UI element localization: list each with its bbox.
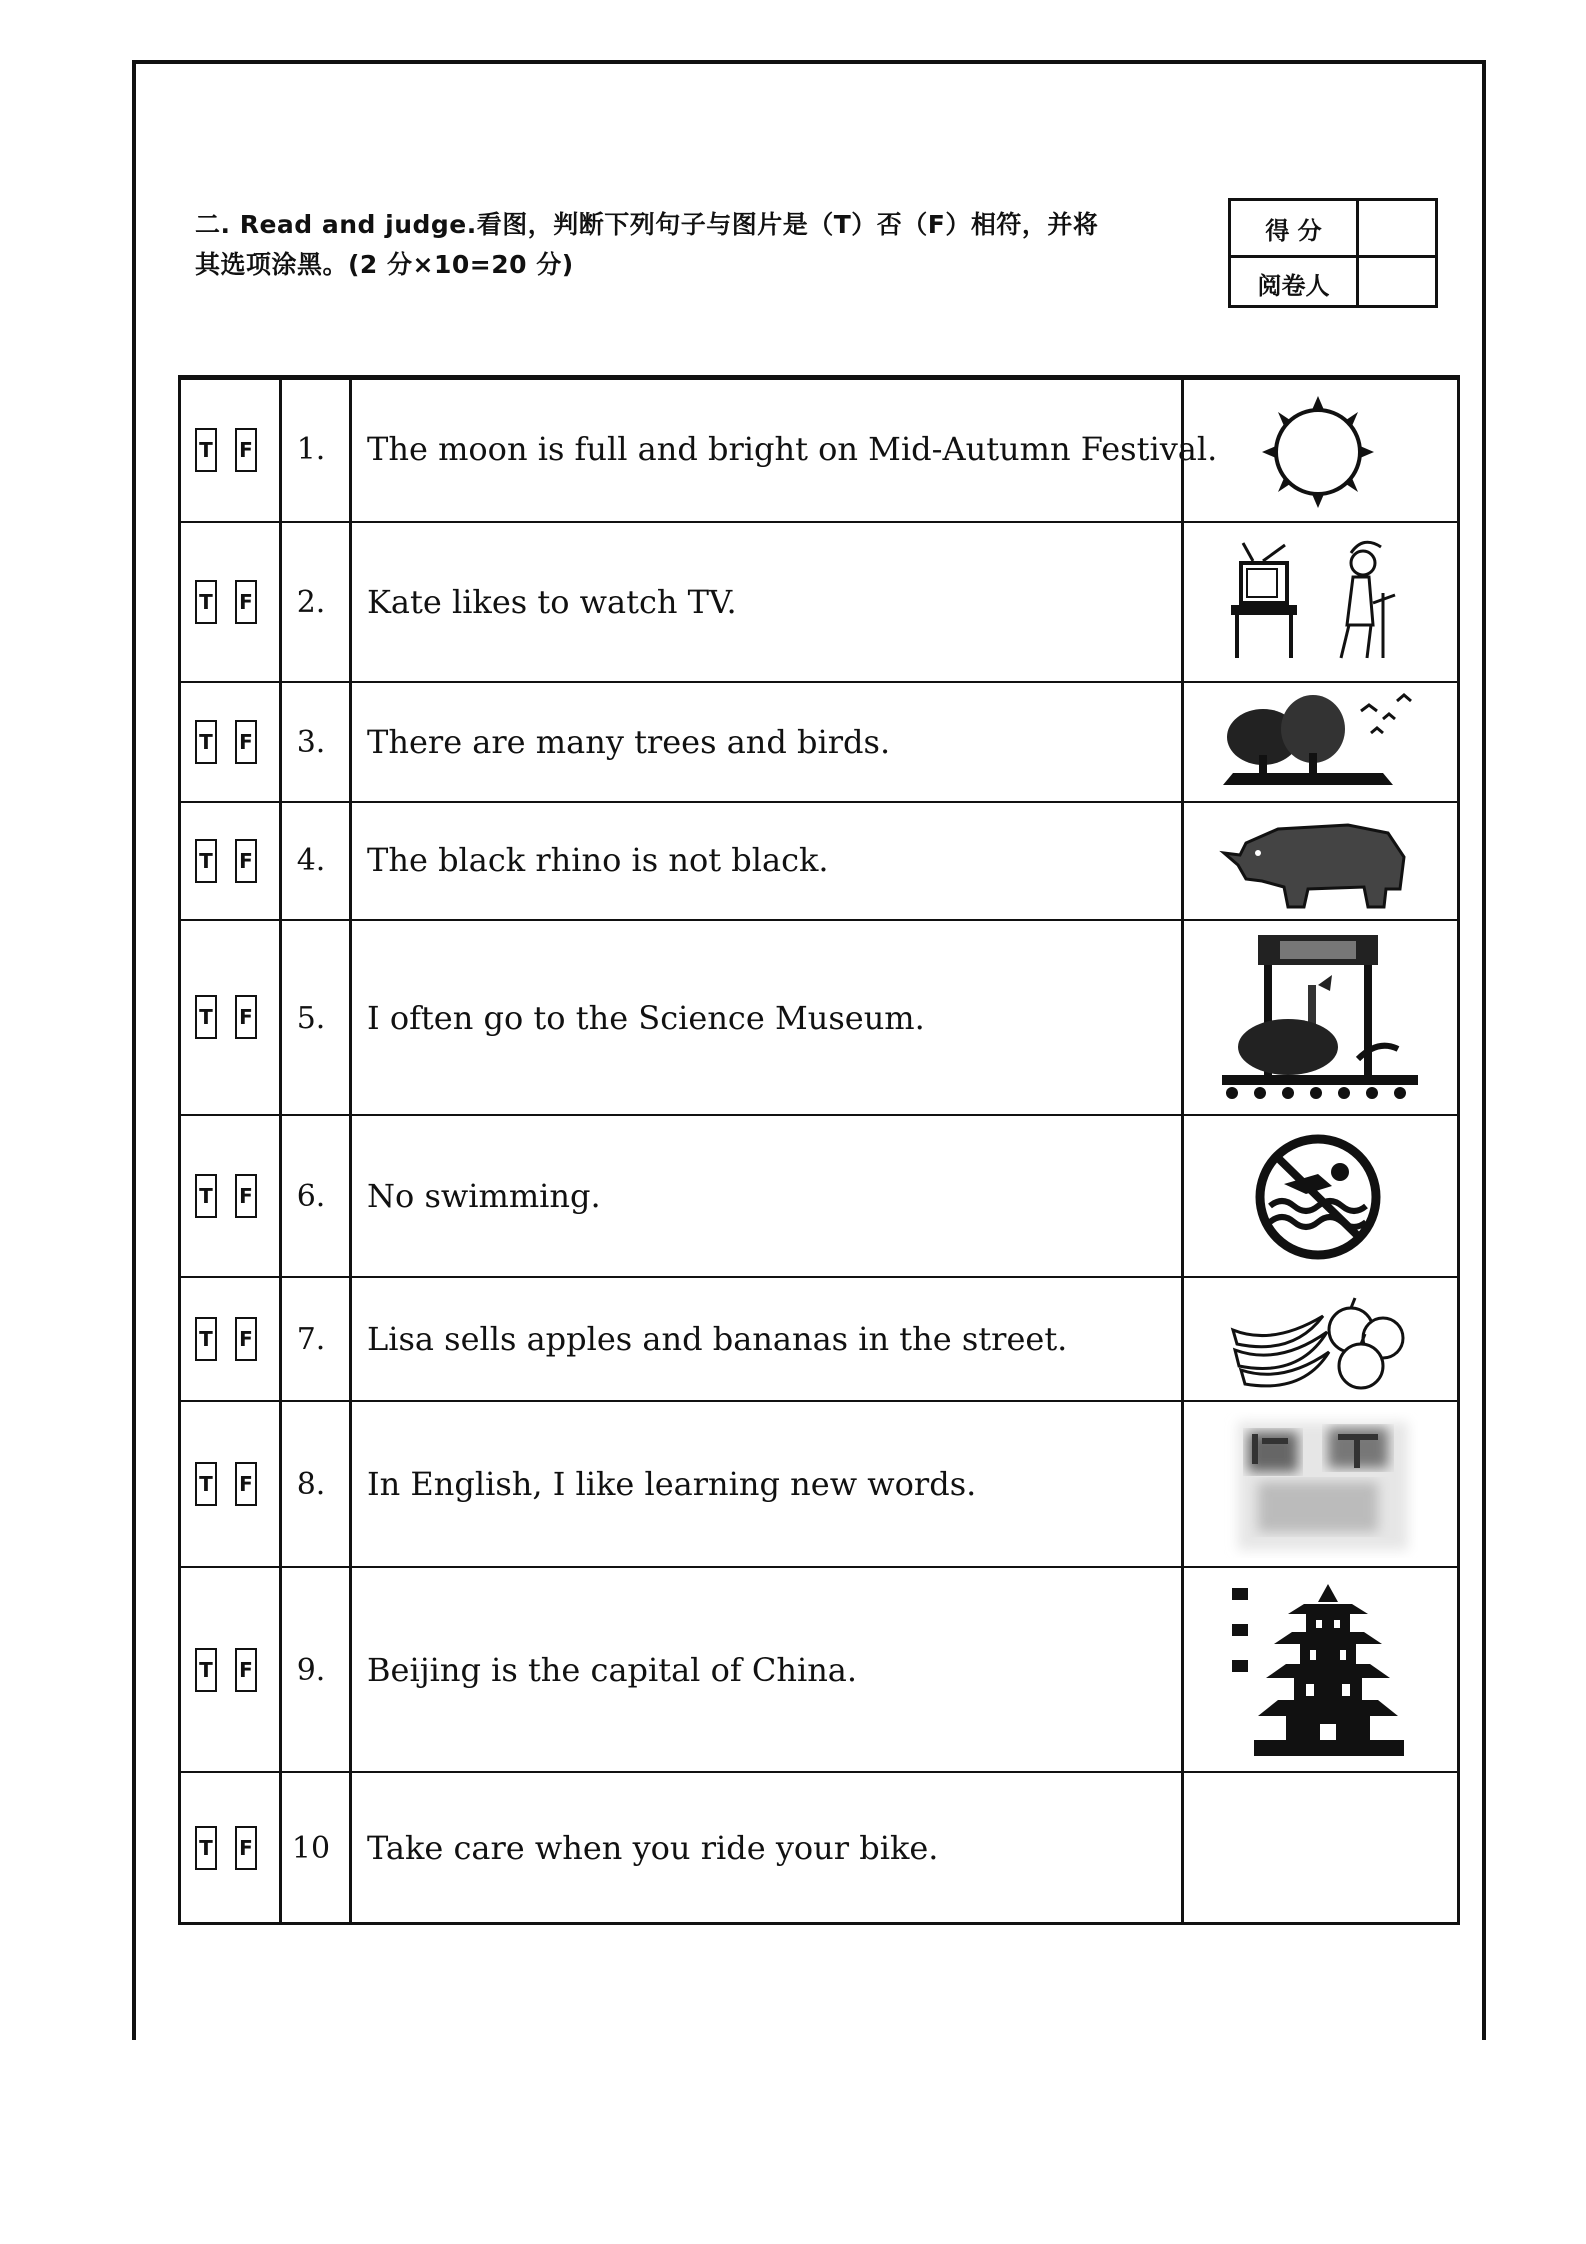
fruit-icon <box>1183 1286 1453 1396</box>
option-true-box[interactable]: T <box>195 720 217 764</box>
question-row <box>181 378 1457 521</box>
question-row <box>181 1400 1457 1566</box>
no-swimming-sign-icon <box>1183 1128 1453 1266</box>
option-true-box[interactable]: T <box>195 1174 217 1218</box>
instruction-line-1: 二. Read and judge.看图，判断下列句子与图片是（T）否（F）相符，并将 <box>195 210 1099 239</box>
option-false-box[interactable]: F <box>235 1462 257 1506</box>
question-number: 10 <box>291 1831 331 1866</box>
grader-value-field[interactable] <box>1356 255 1438 308</box>
option-true-box[interactable]: T <box>195 428 217 472</box>
question-row <box>181 1276 1457 1400</box>
option-false-box[interactable]: F <box>235 1826 257 1870</box>
option-false-box[interactable]: F <box>235 995 257 1039</box>
question-row <box>181 1566 1457 1771</box>
empty-picture-cell <box>1183 1779 1453 1921</box>
score-box <box>1228 198 1438 308</box>
section-instructions <box>195 205 1195 285</box>
question-sentence: The black rhino is not black. <box>367 841 829 879</box>
score-value-field[interactable] <box>1356 201 1438 255</box>
question-number: 5. <box>296 1001 326 1036</box>
question-row <box>181 1771 1457 1925</box>
option-true-box[interactable]: T <box>195 580 217 624</box>
question-number: 9. <box>296 1653 326 1688</box>
question-number: 8. <box>296 1467 326 1502</box>
score-label: 得 分 <box>1265 216 1322 245</box>
question-sentence: The moon is full and bright on Mid-Autumn Festival. <box>367 430 1218 468</box>
option-false-box[interactable]: F <box>235 839 257 883</box>
question-row <box>181 681 1457 801</box>
option-false-box[interactable]: F <box>235 1174 257 1218</box>
question-number: 1. <box>296 432 326 467</box>
frame-top <box>135 60 1485 64</box>
question-row <box>181 919 1457 1114</box>
frame-right <box>1482 60 1486 2040</box>
question-sentence: No swimming. <box>367 1177 601 1215</box>
question-number: 4. <box>296 843 326 878</box>
question-sentence: Beijing is the capital of China. <box>367 1651 858 1689</box>
question-sentence: I often go to the Science Museum. <box>367 999 925 1037</box>
rhino-icon <box>1183 809 1453 915</box>
judge-table <box>178 375 1460 1925</box>
question-row <box>181 801 1457 919</box>
yellow-crane-tower-icon <box>1183 1574 1453 1766</box>
question-number: 2. <box>296 585 326 620</box>
question-sentence: Take care when you ride your bike. <box>367 1829 939 1867</box>
frame-left <box>132 60 136 2040</box>
option-false-box[interactable]: F <box>235 1317 257 1361</box>
question-sentence: In English, I like learning new words. <box>367 1465 977 1503</box>
question-number: 7. <box>296 1322 326 1357</box>
grader-label: 阅卷人 <box>1231 255 1356 308</box>
option-false-box[interactable]: F <box>235 428 257 472</box>
question-row <box>181 521 1457 681</box>
option-false-box[interactable]: F <box>235 1648 257 1692</box>
question-sentence: Lisa sells apples and bananas in the street. <box>367 1320 1068 1358</box>
blurred-chinese-characters-icon <box>1183 1412 1453 1558</box>
instruction-line-2: 其选项涂黑。(2 分×10=20 分) <box>195 250 574 279</box>
option-true-box[interactable]: T <box>195 1317 217 1361</box>
question-number: 3. <box>296 725 326 760</box>
option-true-box[interactable]: T <box>195 1826 217 1870</box>
option-false-box[interactable]: F <box>235 580 257 624</box>
trees-and-birds-icon <box>1183 689 1453 797</box>
option-false-box[interactable]: F <box>235 720 257 764</box>
tv-and-girl-icon <box>1183 533 1453 673</box>
question-row <box>181 1114 1457 1276</box>
question-number: 6. <box>296 1179 326 1214</box>
option-true-box[interactable]: T <box>195 995 217 1039</box>
option-true-box[interactable]: T <box>195 839 217 883</box>
option-true-box[interactable]: T <box>195 1648 217 1692</box>
option-true-box[interactable]: T <box>195 1462 217 1506</box>
question-sentence: There are many trees and birds. <box>367 723 891 761</box>
zoo-gate-icon <box>1183 929 1453 1109</box>
question-sentence: Kate likes to watch TV. <box>367 583 737 621</box>
sun-icon <box>1183 388 1453 516</box>
